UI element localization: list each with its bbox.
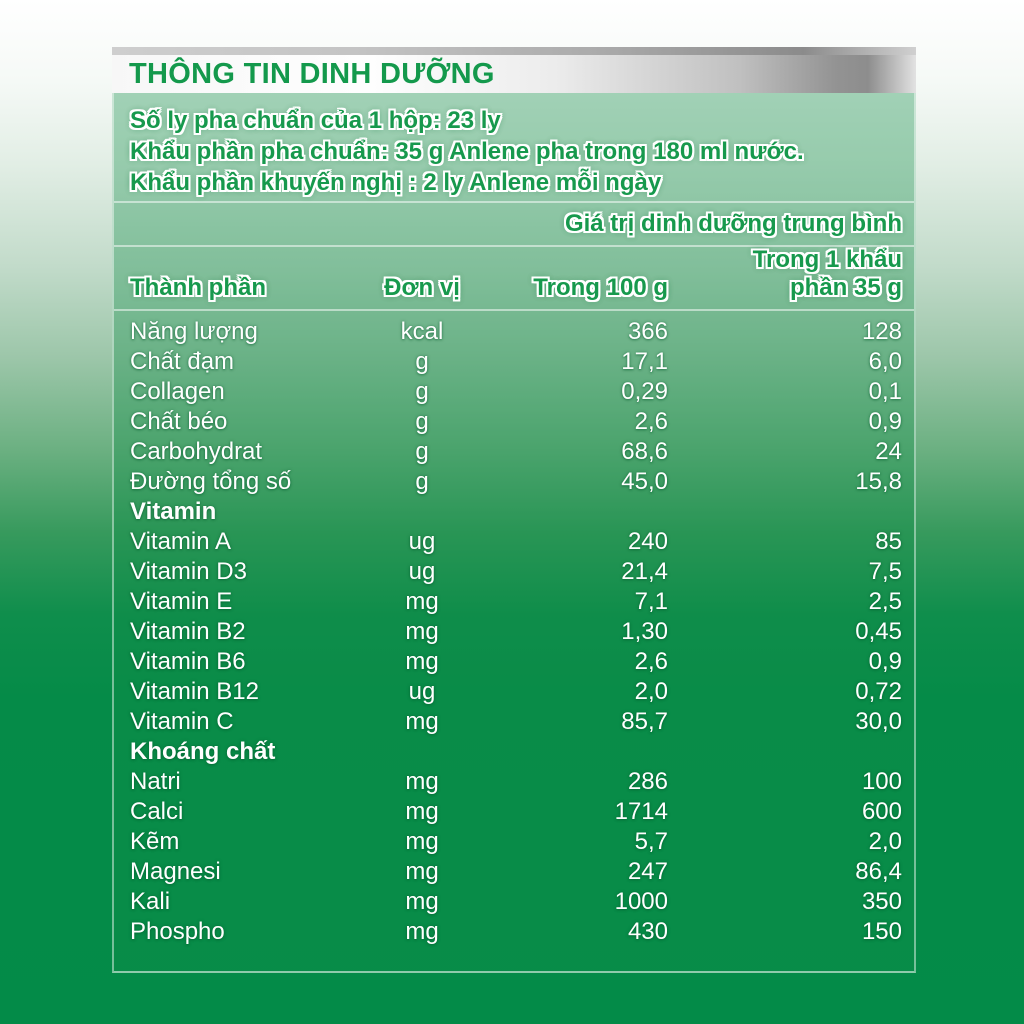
cell-per-100g: 366 xyxy=(627,318,668,345)
cell-per-100g: 0,29 xyxy=(621,378,668,405)
cell-component: Vitamin C xyxy=(130,708,234,735)
cell-unit: mg xyxy=(405,888,439,915)
cell-per-100g: 1714 xyxy=(614,798,668,825)
cell-component: Vitamin xyxy=(130,498,217,525)
nutrition-panel xyxy=(112,47,916,973)
table-row xyxy=(114,887,914,917)
table-row xyxy=(114,437,914,467)
table-row xyxy=(114,647,914,677)
cell-unit: ug xyxy=(408,678,436,705)
cell-per-serving: 128 xyxy=(861,318,902,345)
cell-per-serving: 0,72 xyxy=(855,678,902,705)
cell-per-serving: 2,5 xyxy=(868,588,902,615)
cell-component: Đường tổng số xyxy=(130,468,292,495)
cell-per-serving: 24 xyxy=(875,438,902,465)
cell-unit: mg xyxy=(405,858,439,885)
cell-per-100g: 21,4 xyxy=(621,558,668,585)
table-row xyxy=(114,677,914,707)
cell-per-serving: 0,9 xyxy=(868,648,902,675)
cell-per-serving: 30,0 xyxy=(855,708,902,735)
column-header-per-serving-line2: phần 35 g xyxy=(789,274,902,301)
cell-component: Vitamin B6 xyxy=(130,648,246,675)
cell-component: Phospho xyxy=(130,918,225,945)
table-row xyxy=(114,317,914,347)
table-row xyxy=(114,347,914,377)
serving-info-line: Khẩu phần khuyến nghị : 2 ly Anlene mỗi ngày xyxy=(130,169,662,196)
cell-unit: mg xyxy=(405,828,439,855)
cell-per-100g: 5,7 xyxy=(634,828,668,855)
cell-unit: g xyxy=(415,468,429,495)
cell-component: Kali xyxy=(130,888,171,915)
cell-unit: ug xyxy=(408,558,436,585)
cell-per-serving: 0,1 xyxy=(868,378,902,405)
cell-component: Vitamin B12 xyxy=(130,678,259,705)
cell-per-serving: 150 xyxy=(861,918,902,945)
serving-info xyxy=(114,93,914,203)
cell-per-serving: 15,8 xyxy=(855,468,902,495)
cell-per-serving: 6,0 xyxy=(868,348,902,375)
cell-per-serving: 85 xyxy=(875,528,902,555)
cell-per-serving: 350 xyxy=(861,888,902,915)
cell-per-100g: 240 xyxy=(627,528,668,555)
page-title: THÔNG TIN DINH DƯỠNG xyxy=(129,57,495,90)
nutrition-content xyxy=(112,93,916,973)
cell-component: Năng lượng xyxy=(130,318,258,345)
cell-per-100g: 1000 xyxy=(614,888,668,915)
table-body xyxy=(114,311,914,947)
table-section-row xyxy=(114,737,914,767)
cell-per-100g: 17,1 xyxy=(621,348,668,375)
cell-per-100g: 430 xyxy=(627,918,668,945)
table-row xyxy=(114,767,914,797)
cell-unit: g xyxy=(415,378,429,405)
cell-unit: mg xyxy=(405,768,439,795)
cell-component: Chất đạm xyxy=(130,348,235,375)
table-section-row xyxy=(114,497,914,527)
cell-component: Vitamin D3 xyxy=(130,558,247,585)
cell-component: Kẽm xyxy=(130,828,180,855)
cell-component: Collagen xyxy=(130,378,225,405)
cell-unit: mg xyxy=(405,618,439,645)
table-row xyxy=(114,407,914,437)
cell-component: Vitamin E xyxy=(130,588,233,615)
table-caption-row xyxy=(114,203,914,247)
cell-unit: mg xyxy=(405,798,439,825)
cell-per-100g: 7,1 xyxy=(634,588,668,615)
cell-per-100g: 2,6 xyxy=(634,648,668,675)
title-bar xyxy=(112,55,916,93)
cell-component: Chất béo xyxy=(130,408,228,435)
cell-component: Carbohydrat xyxy=(130,438,263,465)
cell-per-100g: 2,6 xyxy=(634,408,668,435)
cell-unit: mg xyxy=(405,588,439,615)
table-row xyxy=(114,587,914,617)
column-header-per-serving xyxy=(668,246,914,302)
cell-unit: g xyxy=(415,348,429,375)
cell-per-100g: 68,6 xyxy=(621,438,668,465)
cell-per-serving: 0,9 xyxy=(868,408,902,435)
column-header-component: Thành phần xyxy=(130,274,266,301)
cell-component: Khoáng chất xyxy=(130,738,276,765)
cell-unit: mg xyxy=(405,708,439,735)
table-row xyxy=(114,827,914,857)
cell-component: Natri xyxy=(130,768,181,795)
title-bar-accent xyxy=(112,47,916,55)
cell-per-100g: 45,0 xyxy=(621,468,668,495)
cell-component: Vitamin A xyxy=(130,528,231,555)
cell-unit: mg xyxy=(405,918,439,945)
cell-per-serving: 7,5 xyxy=(868,558,902,585)
column-header-per-serving-line1: Trong 1 khẩu xyxy=(752,246,902,273)
table-row xyxy=(114,377,914,407)
cell-unit: g xyxy=(415,438,429,465)
column-header-per-100g: Trong 100 g xyxy=(533,274,668,301)
column-header-unit: Đơn vị xyxy=(384,274,460,301)
table-row xyxy=(114,797,914,827)
cell-per-100g: 85,7 xyxy=(621,708,668,735)
cell-unit: g xyxy=(415,408,429,435)
cell-unit: mg xyxy=(405,648,439,675)
serving-info-line: Số ly pha chuẩn của 1 hộp: 23 ly xyxy=(130,107,501,134)
table-row xyxy=(114,707,914,737)
table-row xyxy=(114,917,914,947)
table-row xyxy=(114,527,914,557)
cell-per-100g: 286 xyxy=(627,768,668,795)
table-row xyxy=(114,857,914,887)
cell-component: Magnesi xyxy=(130,858,221,885)
cell-component: Vitamin B2 xyxy=(130,618,246,645)
cell-per-serving: 600 xyxy=(861,798,902,825)
table-caption: Giá trị dinh dưỡng trung bình xyxy=(564,210,902,237)
cell-per-100g: 247 xyxy=(627,858,668,885)
cell-per-serving: 0,45 xyxy=(855,618,902,645)
table-row xyxy=(114,617,914,647)
cell-unit: ug xyxy=(408,528,436,555)
table-row xyxy=(114,467,914,497)
cell-per-serving: 2,0 xyxy=(868,828,902,855)
cell-per-serving: 86,4 xyxy=(855,858,902,885)
table-row xyxy=(114,557,914,587)
cell-per-100g: 2,0 xyxy=(634,678,668,705)
cell-per-serving: 100 xyxy=(861,768,902,795)
cell-unit: kcal xyxy=(400,318,444,345)
serving-info-line: Khẩu phần pha chuẩn: 35 g Anlene pha trong 180 ml nước. xyxy=(130,138,804,165)
cell-per-100g: 1,30 xyxy=(621,618,668,645)
table-header-row xyxy=(114,247,914,311)
cell-component: Calci xyxy=(130,798,184,825)
